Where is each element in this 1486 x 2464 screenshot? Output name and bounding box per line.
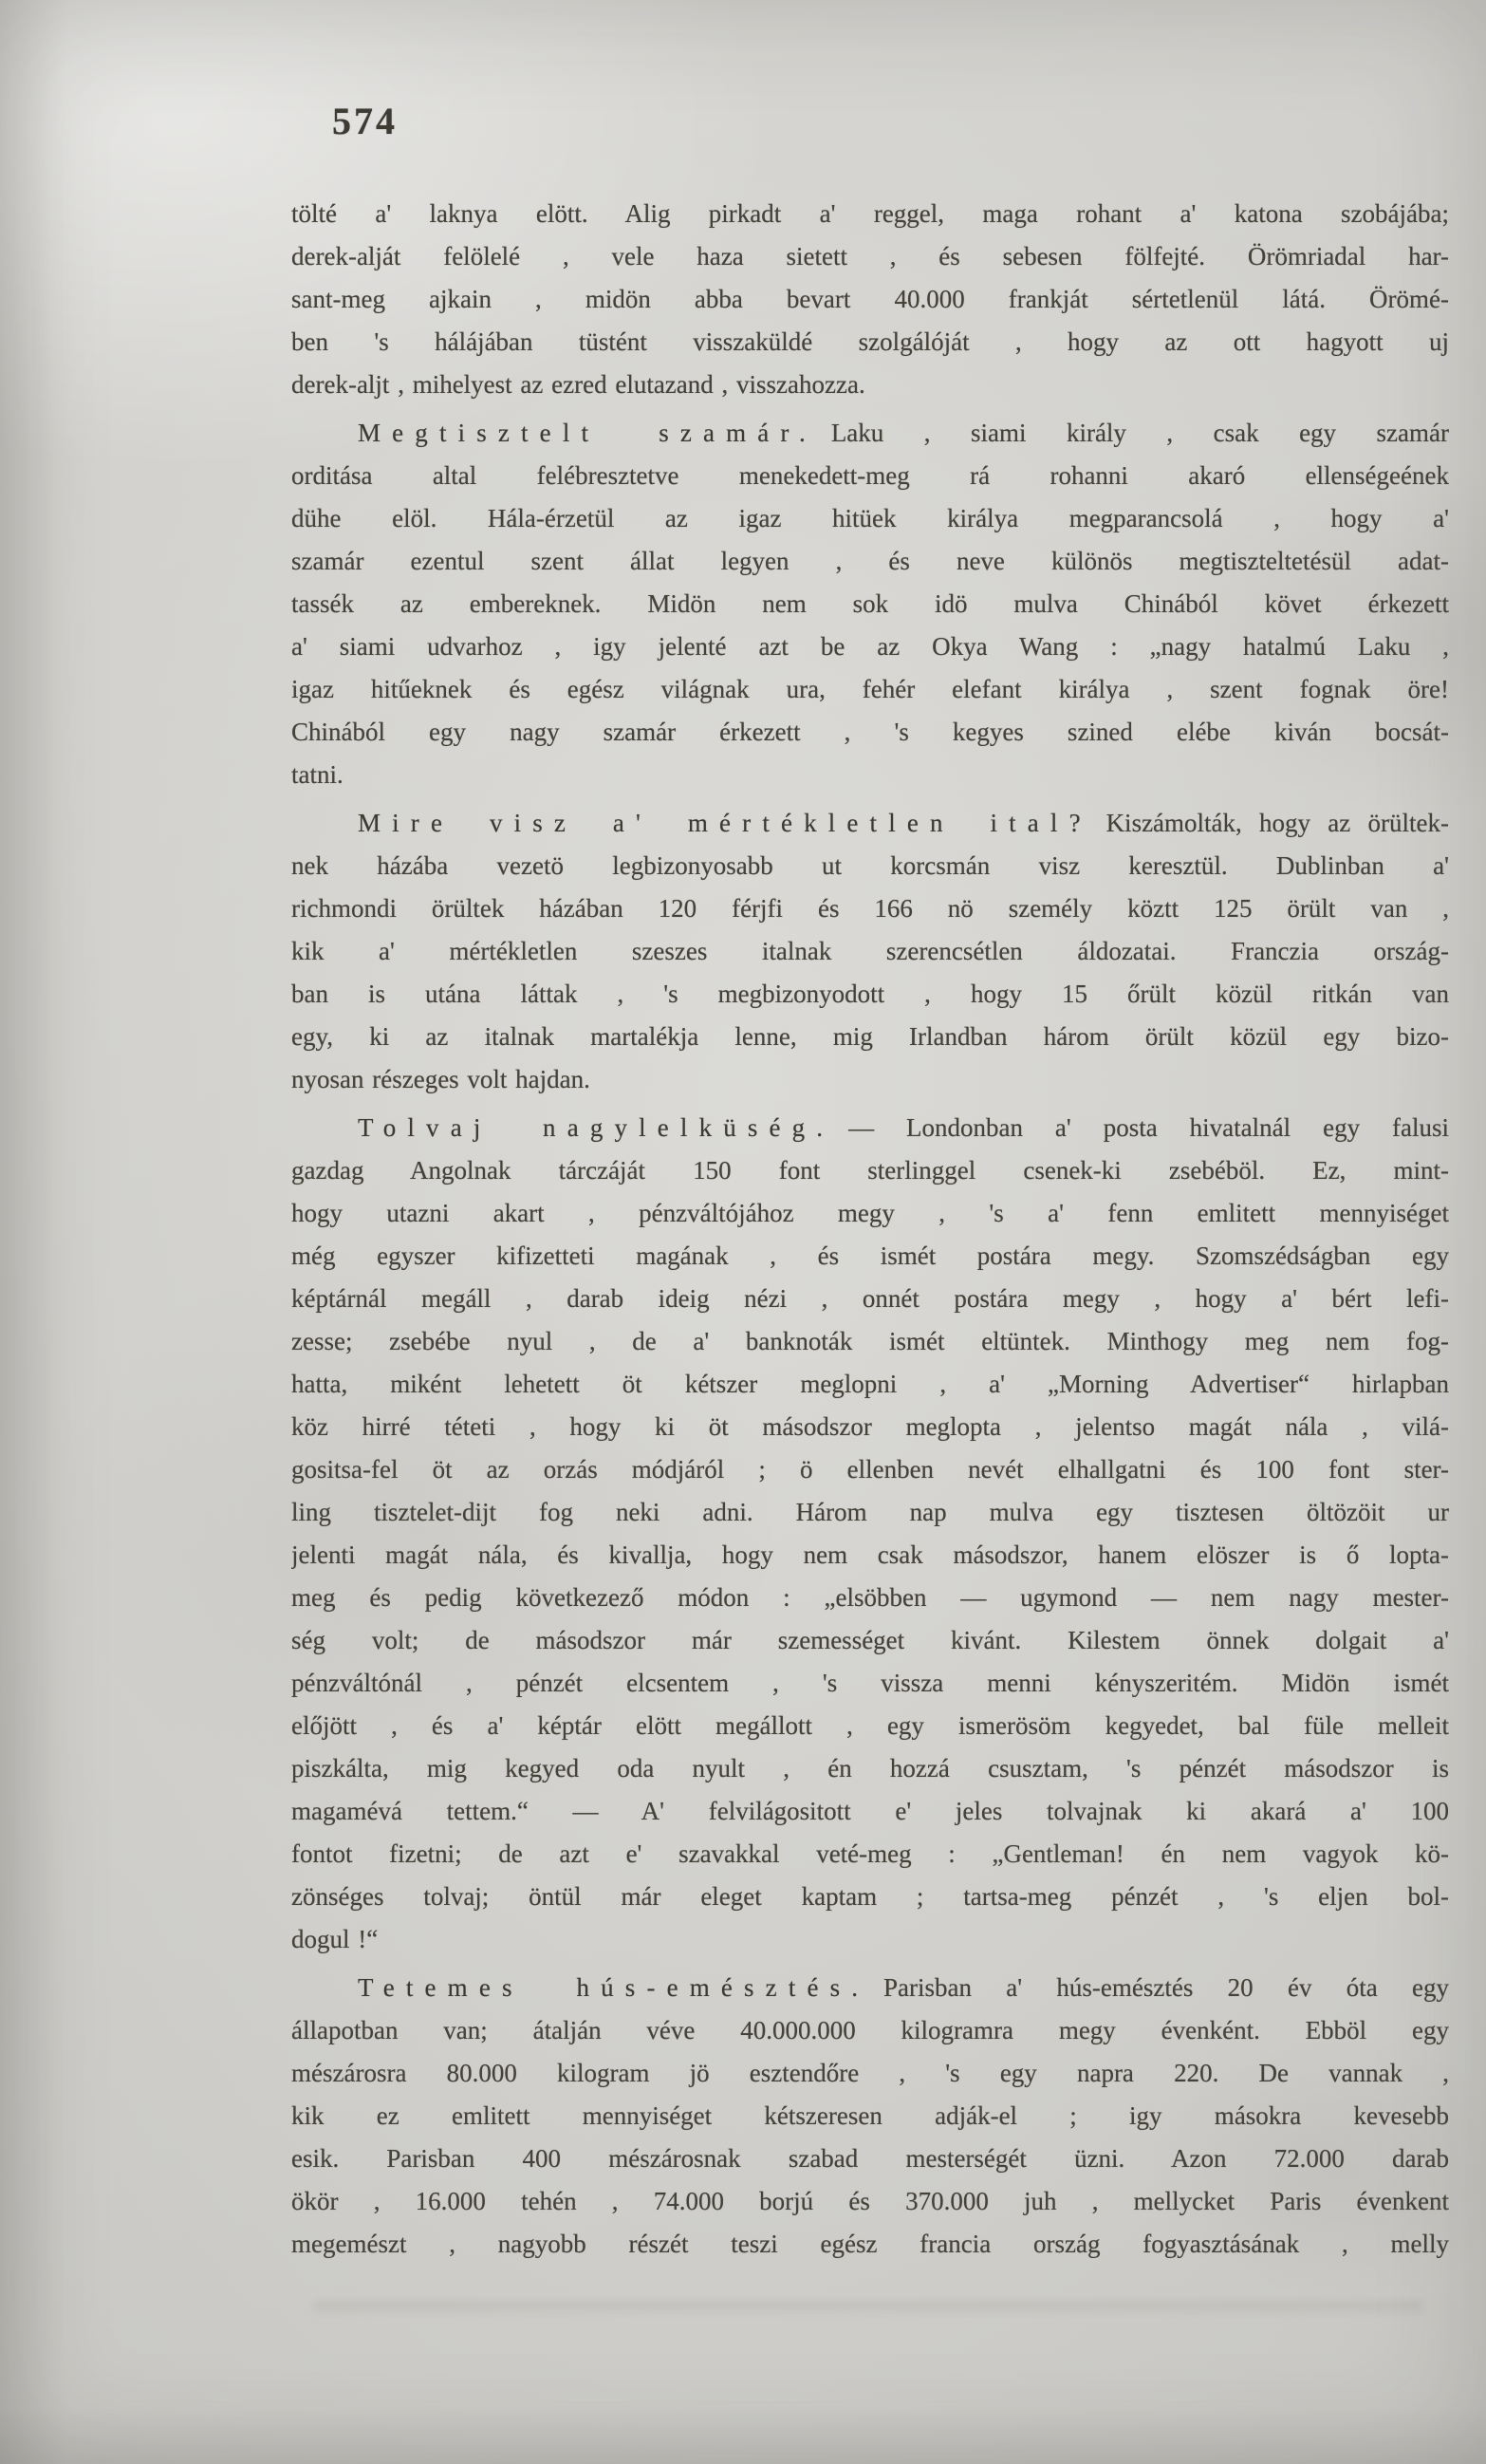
text-line: meg és pedig következező módon : „elsöbben — ugymond — nem nagy mester- [291, 1583, 1449, 1612]
text-line [291, 412, 1449, 455]
text-line: tölté a' laknya elött. Alig pirkadt a' reggel, maga rohant a' katona szobájába; [291, 199, 1449, 228]
text-line: kik ez emlitett mennyiséget kétszeresen adják-el ; igy másokra kevesebb [291, 2101, 1449, 2130]
page-number: 574 [332, 100, 398, 142]
text-line: zönséges tolvaj; öntül már eleget kaptam ; tartsa-meg pénzét , 's eljen bol- [291, 1882, 1449, 1911]
text-run: — Londonban a' posta hivatalnál egy falusi [848, 1113, 1449, 1142]
text-line: állapotban van; átalján véve 40.000.000 kilogramra megy évenként. Ebböl egy [291, 2016, 1449, 2044]
text-line: magamévá tettem.“ — A' felvilágositott e' jeles tolvajnak ki akará a' 100 [291, 1797, 1449, 1825]
paragraph-continuation [291, 193, 1449, 406]
paragraph-heading: Mire visz a' mértékletlen ital? [358, 809, 1092, 837]
text-line: kik a' mértékletlen szeszes italnak szerencsétlen áldozatai. Franczia ország- [291, 937, 1449, 965]
text-line: szamár ezentul szent állat legyen , és neve különös megtiszteltetésül adat- [291, 547, 1449, 575]
text-line: tassék az embereknek. Midön nem sok idö mulva Chinából követ érkezett [291, 589, 1449, 618]
paragraph-heading: Tetemes hús-emésztés. [358, 1973, 870, 2002]
text-line: hatta, miként lehetett öt kétszer meglopni , a' „Morning Advertiser“ hirlapban [291, 1370, 1449, 1398]
text-line: Chinából egy nagy szamár érkezett , 's kegyes szined elébe kiván bocsát- [291, 718, 1449, 746]
text-line: köz hirré téteti , hogy ki öt másodszor meglopta , jelentso magát nála , vilá- [291, 1412, 1449, 1441]
text-line: igaz hitűeknek és egész világnak ura, fehér elefant királya , szent fognak öre! [291, 675, 1449, 703]
text-line: gazdag Angolnak tárczáját 150 font sterlinggel csenek-ki zsebéböl. Ez, mint- [291, 1156, 1449, 1185]
text-line: ökör , 16.000 tehén , 74.000 borjú és 370.000 juh , mellycket Paris évenkent [291, 2187, 1449, 2215]
text-line: előjött , és a' képtár elött megállott , egy ismerösöm kegyedet, bal füle melleit [291, 1711, 1449, 1740]
text-line: ben 's hálájában tüstént visszaküldé szolgálóját , hogy az ott hagyott uj [291, 327, 1449, 356]
text-run: Parisban a' hús-emésztés 20 év óta egy [883, 1973, 1449, 2002]
text-line: képtárnál megáll , darab ideig nézi , onnét postára megy , hogy a' bért lefi- [291, 1284, 1449, 1313]
page-edge-shadow-bottom [0, 2407, 1486, 2464]
text-line: tatni. [291, 760, 344, 789]
text-line: jelenti magát nála, és kivallja, hogy nem csak másodszor, hanem elöszer is ő lopta- [291, 1540, 1449, 1569]
text-line: mészárosra 80.000 kilogram jö esztendőre , 's egy napra 220. De vannak , [291, 2059, 1449, 2087]
text-line: ling tisztelet-dijt fog neki adni. Három nap mulva egy tisztesen öltözöit ur [291, 1498, 1449, 1526]
text-line: derek-aljt , mihelyest az ezred elutazand , visszahozza. [291, 370, 865, 399]
text-line: derek-alját felölelé , vele haza sietett , és sebesen fölfejté. Örömriadal har- [291, 242, 1449, 271]
text-line: a' siami udvarhoz , igy jelenté azt be az Okya Wang : „nagy hatalmú Laku , [291, 632, 1449, 661]
text-line: nyosan részeges volt hajdan. [291, 1065, 590, 1093]
text-block [291, 193, 1449, 2266]
paragraph-mire-visz-a-mertekletlen-ital [291, 802, 1449, 1101]
text-line: hogy utazni akart , pénzváltójához megy , 's a' fenn emlitett mennyiséget [291, 1199, 1449, 1227]
text-line: ban is utána láttak , 's megbizonyodott , hogy 15 őrült közül ritkán van [291, 980, 1449, 1008]
text-line: pénzváltónál , pénzét elcsentem , 's vissza menni kényszeritém. Midön ismét [291, 1669, 1449, 1697]
paragraph-tolvaj-nagylelkuseg [291, 1107, 1449, 1961]
text-line: fontot fizetni; de azt e' szavakkal veté-meg : „Gentleman! én nem vagyok kö- [291, 1839, 1449, 1868]
paragraph-tetemes-hus-emesztes [291, 1967, 1449, 2266]
text-line: még egyszer kifizetteti magának , és ismét postára megy. Szomszédságban egy [291, 1241, 1449, 1270]
text-line: orditása altal felébresztetve menekedett-meg rá rohanni akaró ellenségeének [291, 461, 1449, 490]
text-line [291, 1107, 1449, 1149]
text-line [291, 802, 1449, 845]
text-line: ség volt; de másodszor már szemességet kivánt. Kilestem önnek dolgait a' [291, 1626, 1449, 1654]
text-line: sant-meg ajkain , midön abba bevart 40.000 frankját sértetlenül látá. Örömé- [291, 285, 1449, 313]
text-line: egy, ki az italnak martalékja lenne, mig Irlandban három örült közül egy bizo- [291, 1022, 1449, 1051]
text-line [291, 1967, 1449, 2009]
text-line: dühe elöl. Hála-érzetül az igaz hitüek királya megparancsolá , hogy a' [291, 504, 1449, 532]
text-line: piszkálta, mig kegyed oda nyult , én hozzá csusztam, 's pénzét másodszor is [291, 1754, 1449, 1783]
show-through-artifact [313, 2301, 1423, 2316]
text-line: nek házába vezetö legbizonyosabb ut korcsmán visz keresztül. Dublinban a' [291, 851, 1449, 880]
text-line: richmondi örültek házában 120 férjfi és 166 nö személy köztt 125 örült van , [291, 894, 1449, 923]
text-run: Laku , siami király , csak egy szamár [830, 419, 1449, 447]
paragraph-heading: Megtisztelt szamár. [358, 419, 817, 447]
text-run: Kiszámolták, hogy az örültek- [1105, 809, 1449, 837]
text-line: zesse; zsebébe nyul , de a' banknoták ismét eltüntek. Minthogy meg nem fog- [291, 1327, 1449, 1355]
text-line: esik. Parisban 400 mészárosnak szabad mesterségét üzni. Azon 72.000 darab [291, 2144, 1449, 2173]
page-edge-shadow-left [0, 0, 66, 2464]
text-line: gositsa-fel öt az orzás módjáról ; ö ellenben nevét elhallgatni és 100 font ster- [291, 1455, 1449, 1484]
text-line: dogul !“ [291, 1925, 379, 1953]
paragraph-heading: Tolvaj nagylelküség. [358, 1113, 835, 1142]
paragraph-megtisztelt-szamar [291, 412, 1449, 796]
text-line: megemészt , nagyobb részét teszi egész francia ország fogyasztásának , melly [291, 2230, 1449, 2258]
